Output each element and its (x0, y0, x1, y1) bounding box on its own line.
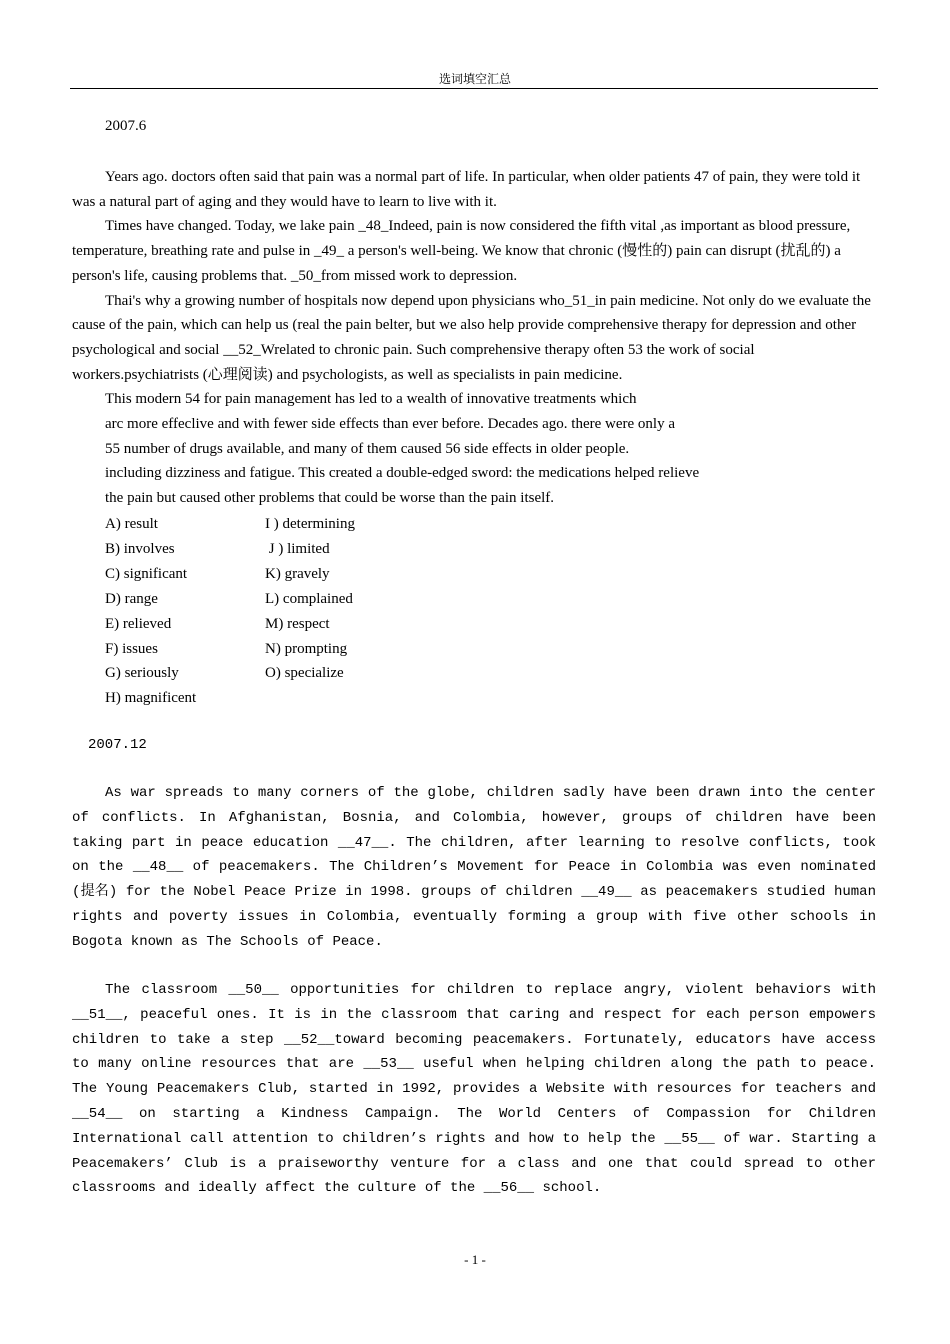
section1-paragraph-4 (72, 387, 872, 511)
word-option: N) prompting (265, 640, 348, 657)
word-bank-row (105, 587, 355, 612)
section1-year: 2007.6 (105, 118, 147, 134)
section1-paragraph-1: Years ago. doctors often said that pain was a normal part of life. In particular, when older patients 47 of pain, they were told it was a natural part of aging and they would have to learn to live with it. (72, 169, 861, 210)
section2-year: 2007.12 (88, 737, 147, 753)
page-number: - 1 - (464, 1252, 486, 1267)
word-option: D) range (105, 590, 158, 607)
section2-paragraph-2 (72, 978, 876, 1201)
section1-line: This modern 54 for pain management has led to a wealth of innovative treatments which (105, 391, 637, 408)
section1-passage (72, 165, 872, 511)
word-option: E) relieved (105, 615, 172, 632)
word-bank-row (105, 537, 355, 562)
word-bank-row (105, 562, 355, 587)
word-bank-row (105, 637, 355, 662)
document-header-title: 选词填空汇总 (438, 72, 511, 86)
word-option: J ) limited (265, 540, 330, 557)
section1-line: 55 number of drugs available, and many of them caused 56 side effects in older people. (105, 440, 630, 457)
word-bank-row (105, 686, 355, 711)
section1-line: the pain but caused other problems that could be worse than the pain itself. (105, 490, 555, 507)
word-option: C) significant (105, 565, 188, 582)
word-bank-row (105, 512, 355, 537)
section2-paragraph-text: The classroom __50__ opportunities for children to replace angry, violent behaviors with __51__, peaceful ones. It is in the classroom that caring and respect for each person empowers children to take a step __52__toward becoming peacemakers. Fortunately, educators have access to many online resources that are __53__ useful when helping children along the path to peace. The Young Peacemakers Club, started in 1992, provides a Website with resources for teachers and __54__ on starting a Kindness Campaign. The World Centers of Compassion for Children International call attention to children’s rights and how to help the __55__ of war. Starting a Peacemakers’ Club is a praiseworthy venture for a class and one that could spread to other classrooms and ideally affect the culture of the __56__ school. (72, 982, 876, 1197)
word-option: M) respect (265, 615, 330, 632)
section1-line: arc more effeclive and with fewer side effects than ever before. Decades ago. there were only a (105, 416, 675, 433)
word-option: F) issues (105, 640, 158, 657)
word-bank (105, 512, 355, 711)
word-option: A) result (105, 516, 158, 532)
word-option: L) complained (265, 590, 353, 607)
header-divider (70, 88, 878, 89)
section1-paragraph-3: Thai's why a growing number of hospitals now depend upon physicians who_51_in pain medicine. Not only do we evaluate the cause of the pain, which can help us (real the pain belter, but we also help provide comprehensive therapy for depression and other psychological and social __52_Wrelated to chronic pain. Such comprehensive therapy often 53 the work of social workers.psychiatrists (心理阅读) and psychologists, as well as specialists in pain medicine. (72, 292, 871, 383)
word-option: G) seriously (105, 665, 179, 682)
word-option: H) magnificent (105, 690, 197, 707)
word-option: B) involves (105, 540, 175, 557)
section2-paragraph-text: As war spreads to many corners of the globe, children sadly have been drawn into the center of conflicts. In Afghanistan, Bosnia, and Colombia, however, groups of children have been taking part in peace education __47__. The children, after learning to resolve conflicts, took on the __48__ of peacemakers. The Children’s Movement for Peace in Colombia was even nominated (提名) for the Nobel Peace Prize in 1998. groups of children __49__ as peacemakers studied human rights and poverty issues in Colombia, eventually forming a group with five other schools in Bogota known as The Schools of Peace. (72, 785, 876, 950)
word-option: O) specialize (265, 665, 344, 682)
section1-line: including dizziness and fatigue. This created a double-edged sword: the medications helped relieve (105, 465, 700, 482)
word-option: K) gravely (265, 565, 330, 582)
word-bank-row (105, 661, 355, 686)
word-option: I ) determining (265, 516, 355, 532)
section1-paragraph-2: Times have changed. Today, we lake pain _48_Indeed, pain is now considered the fifth vital ,as important as blood pressure, temperature, breathing rate and pulse in _49_ a person's well-being. We know that chronic (慢性的) pain can disrupt (扰乱的) a person's life, causing problems that. _50_from missed work to depression. (72, 218, 851, 284)
word-bank-row (105, 612, 355, 637)
section2-paragraph-1 (72, 781, 876, 955)
